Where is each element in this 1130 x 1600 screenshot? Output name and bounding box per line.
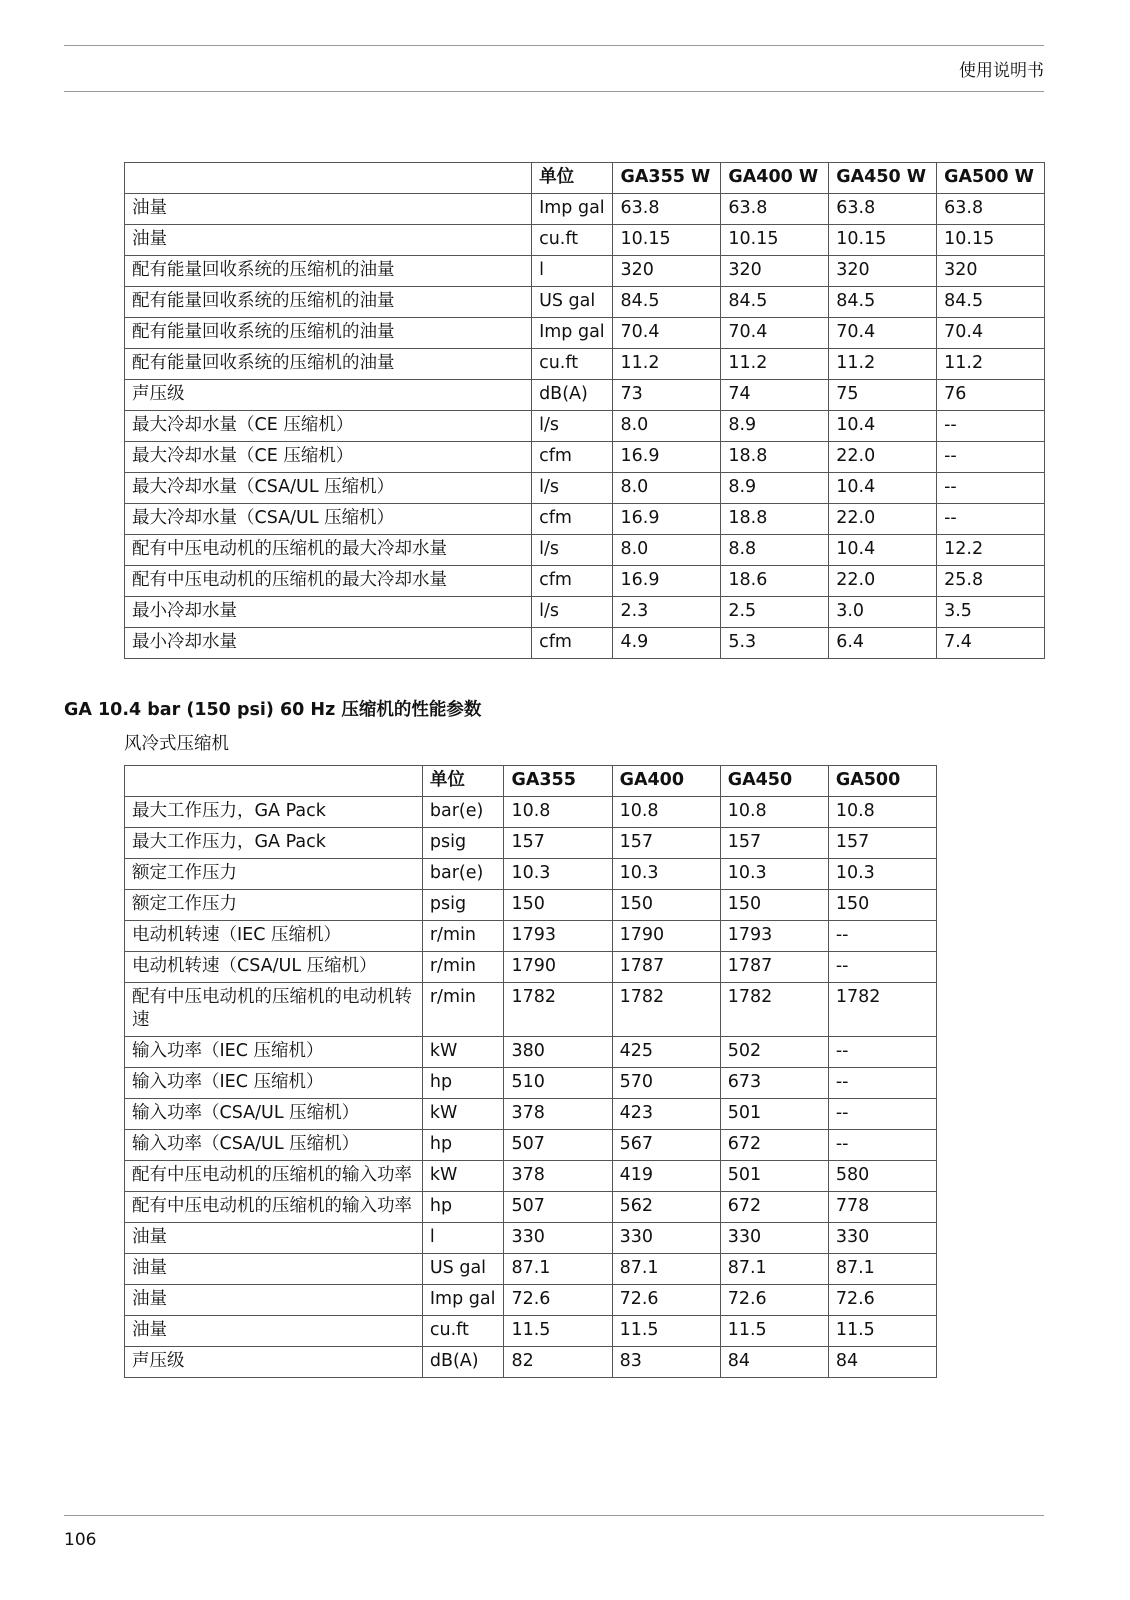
unit-cell: l/s <box>532 535 613 566</box>
unit-cell: cfm <box>532 628 613 659</box>
unit-cell: bar(e) <box>422 859 504 890</box>
row-label-cell: 声压级 <box>125 380 532 411</box>
value-cell: 76 <box>937 380 1045 411</box>
value-cell: 10.4 <box>829 473 937 504</box>
unit-cell: l/s <box>532 473 613 504</box>
row-label-cell: 电动机转速（CSA/UL 压缩机） <box>125 952 423 983</box>
value-cell: 84.5 <box>613 287 721 318</box>
unit-cell: kW <box>422 1099 504 1130</box>
value-cell: 1782 <box>720 983 828 1037</box>
table-row <box>125 1285 937 1316</box>
value-cell: 320 <box>613 256 721 287</box>
value-cell: 8.9 <box>721 473 829 504</box>
value-cell: 330 <box>828 1223 936 1254</box>
value-cell: 378 <box>504 1161 612 1192</box>
header-cell-model: GA355 <box>504 766 612 797</box>
header-cell-model: GA500 W <box>937 163 1045 194</box>
value-cell: 501 <box>720 1161 828 1192</box>
value-cell: -- <box>937 442 1045 473</box>
value-cell: 10.8 <box>720 797 828 828</box>
value-cell: 330 <box>612 1223 720 1254</box>
table-row <box>125 504 1045 535</box>
value-cell: -- <box>937 411 1045 442</box>
header-cell-model: GA450 <box>720 766 828 797</box>
row-label-cell: 配有中压电动机的压缩机的输入功率 <box>125 1192 423 1223</box>
row-label-cell: 额定工作压力 <box>125 859 423 890</box>
value-cell: 72.6 <box>720 1285 828 1316</box>
value-cell: 3.5 <box>937 597 1045 628</box>
value-cell: 423 <box>612 1099 720 1130</box>
table-row <box>125 1223 937 1254</box>
row-label-cell: 输入功率（CSA/UL 压缩机） <box>125 1130 423 1161</box>
value-cell: 18.8 <box>721 504 829 535</box>
value-cell: 11.5 <box>828 1316 936 1347</box>
value-cell: 380 <box>504 1037 612 1068</box>
value-cell: 84 <box>720 1347 828 1378</box>
table-row <box>125 797 937 828</box>
header-cell-label <box>125 766 423 797</box>
table-row <box>125 1068 937 1099</box>
value-cell: 25.8 <box>937 566 1045 597</box>
value-cell: 1790 <box>504 952 612 983</box>
table-row <box>125 828 937 859</box>
value-cell: -- <box>828 952 936 983</box>
unit-cell: l <box>422 1223 504 1254</box>
value-cell: 12.2 <box>937 535 1045 566</box>
value-cell: 18.6 <box>721 566 829 597</box>
table-row <box>125 287 1045 318</box>
header-cell-model: GA355 W <box>613 163 721 194</box>
value-cell: 507 <box>504 1130 612 1161</box>
value-cell: 11.5 <box>720 1316 828 1347</box>
value-cell: 11.2 <box>937 349 1045 380</box>
value-cell: 502 <box>720 1037 828 1068</box>
value-cell: 157 <box>612 828 720 859</box>
unit-cell: US gal <box>532 287 613 318</box>
unit-cell: cfm <box>532 442 613 473</box>
value-cell: 10.3 <box>612 859 720 890</box>
value-cell: 8.8 <box>721 535 829 566</box>
value-cell: 6.4 <box>829 628 937 659</box>
value-cell: 1782 <box>612 983 720 1037</box>
value-cell: -- <box>937 473 1045 504</box>
table-row <box>125 952 937 983</box>
value-cell: 83 <box>612 1347 720 1378</box>
unit-cell: cu.ft <box>532 349 613 380</box>
table-row <box>125 194 1045 225</box>
table-row <box>125 225 1045 256</box>
value-cell: 72.6 <box>828 1285 936 1316</box>
value-cell: 150 <box>612 890 720 921</box>
unit-cell: hp <box>422 1192 504 1223</box>
value-cell: 22.0 <box>829 442 937 473</box>
value-cell: 150 <box>720 890 828 921</box>
value-cell: 18.8 <box>721 442 829 473</box>
row-label-cell: 配有中压电动机的压缩机的最大冷却水量 <box>125 535 532 566</box>
unit-cell: r/min <box>422 921 504 952</box>
table-row <box>125 890 937 921</box>
unit-cell: kW <box>422 1037 504 1068</box>
header-cell-model: GA400 <box>612 766 720 797</box>
value-cell: 2.5 <box>721 597 829 628</box>
unit-cell: US gal <box>422 1254 504 1285</box>
value-cell: 22.0 <box>829 566 937 597</box>
value-cell: 70.4 <box>829 318 937 349</box>
value-cell: 8.9 <box>721 411 829 442</box>
value-cell: 10.3 <box>828 859 936 890</box>
value-cell: 10.3 <box>504 859 612 890</box>
table-row <box>125 349 1045 380</box>
value-cell: 330 <box>720 1223 828 1254</box>
row-label-cell: 最大冷却水量（CSA/UL 压缩机） <box>125 473 532 504</box>
value-cell: 63.8 <box>829 194 937 225</box>
footer-rule <box>64 1515 1044 1516</box>
unit-cell: cu.ft <box>532 225 613 256</box>
header-cell-model: GA500 <box>828 766 936 797</box>
value-cell: 672 <box>720 1192 828 1223</box>
table-header-row <box>125 163 1045 194</box>
row-label-cell: 配有能量回收系统的压缩机的油量 <box>125 318 532 349</box>
row-label-cell: 声压级 <box>125 1347 423 1378</box>
table-row <box>125 411 1045 442</box>
value-cell: 320 <box>937 256 1045 287</box>
value-cell: 8.0 <box>613 473 721 504</box>
value-cell: 10.15 <box>829 225 937 256</box>
value-cell: 8.0 <box>613 535 721 566</box>
table-row <box>125 473 1045 504</box>
value-cell: 320 <box>721 256 829 287</box>
unit-cell: r/min <box>422 952 504 983</box>
value-cell: 157 <box>720 828 828 859</box>
row-label-cell: 输入功率（IEC 压缩机） <box>125 1037 423 1068</box>
row-label-cell: 配有中压电动机的压缩机的电动机转速 <box>125 983 423 1037</box>
value-cell: 11.5 <box>504 1316 612 1347</box>
value-cell: 73 <box>613 380 721 411</box>
table-row <box>125 1254 937 1285</box>
value-cell: 10.4 <box>829 535 937 566</box>
value-cell: 70.4 <box>937 318 1045 349</box>
table-row <box>125 535 1045 566</box>
value-cell: 10.8 <box>828 797 936 828</box>
value-cell: 10.8 <box>504 797 612 828</box>
value-cell: 1787 <box>720 952 828 983</box>
unit-cell: cu.ft <box>422 1316 504 1347</box>
table-row <box>125 1037 937 1068</box>
unit-cell: cfm <box>532 504 613 535</box>
row-label-cell: 最大冷却水量（CSA/UL 压缩机） <box>125 504 532 535</box>
value-cell: 10.4 <box>829 411 937 442</box>
value-cell: 3.0 <box>829 597 937 628</box>
value-cell: 378 <box>504 1099 612 1130</box>
value-cell: 7.4 <box>937 628 1045 659</box>
row-label-cell: 输入功率（IEC 压缩机） <box>125 1068 423 1099</box>
value-cell: 11.5 <box>612 1316 720 1347</box>
row-label-cell: 油量 <box>125 1254 423 1285</box>
value-cell: 84 <box>828 1347 936 1378</box>
unit-cell: bar(e) <box>422 797 504 828</box>
header-top-rule <box>64 45 1044 46</box>
row-label-cell: 最大工作压力，GA Pack <box>125 828 423 859</box>
value-cell: 1793 <box>720 921 828 952</box>
table-body <box>125 194 1045 659</box>
header-cell-model: GA400 W <box>721 163 829 194</box>
value-cell: 1790 <box>612 921 720 952</box>
table-row <box>125 628 1045 659</box>
value-cell: 157 <box>828 828 936 859</box>
value-cell: 74 <box>721 380 829 411</box>
section-title: GA 10.4 bar (150 psi) 60 Hz 压缩机的性能参数 <box>64 700 482 720</box>
value-cell: 150 <box>828 890 936 921</box>
unit-cell: hp <box>422 1130 504 1161</box>
value-cell: 4.9 <box>613 628 721 659</box>
table-row <box>125 597 1045 628</box>
value-cell: 84.5 <box>937 287 1045 318</box>
row-label-cell: 最大工作压力，GA Pack <box>125 797 423 828</box>
value-cell: 75 <box>829 380 937 411</box>
value-cell: 419 <box>612 1161 720 1192</box>
unit-cell: l <box>532 256 613 287</box>
value-cell: 72.6 <box>504 1285 612 1316</box>
header-cell-model: GA450 W <box>829 163 937 194</box>
unit-cell: dB(A) <box>532 380 613 411</box>
value-cell: 87.1 <box>720 1254 828 1285</box>
value-cell: -- <box>828 1099 936 1130</box>
value-cell: 87.1 <box>828 1254 936 1285</box>
value-cell: -- <box>937 504 1045 535</box>
value-cell: 16.9 <box>613 442 721 473</box>
value-cell: 63.8 <box>613 194 721 225</box>
value-cell: 16.9 <box>613 566 721 597</box>
value-cell: 70.4 <box>613 318 721 349</box>
value-cell: 1787 <box>612 952 720 983</box>
unit-cell: r/min <box>422 983 504 1037</box>
value-cell: 1793 <box>504 921 612 952</box>
value-cell: 8.0 <box>613 411 721 442</box>
table-row <box>125 1130 937 1161</box>
unit-cell: cfm <box>532 566 613 597</box>
header-title: 使用说明书 <box>959 61 1044 81</box>
value-cell: 84.5 <box>829 287 937 318</box>
row-label-cell: 最小冷却水量 <box>125 597 532 628</box>
value-cell: 22.0 <box>829 504 937 535</box>
value-cell: 507 <box>504 1192 612 1223</box>
value-cell: -- <box>828 921 936 952</box>
value-cell: 672 <box>720 1130 828 1161</box>
unit-cell: l/s <box>532 597 613 628</box>
row-label-cell: 电动机转速（IEC 压缩机） <box>125 921 423 952</box>
unit-cell: Imp gal <box>422 1285 504 1316</box>
value-cell: 501 <box>720 1099 828 1130</box>
unit-cell: Imp gal <box>532 318 613 349</box>
row-label-cell: 油量 <box>125 1285 423 1316</box>
row-label-cell: 配有能量回收系统的压缩机的油量 <box>125 349 532 380</box>
value-cell: 510 <box>504 1068 612 1099</box>
value-cell: 330 <box>504 1223 612 1254</box>
row-label-cell: 油量 <box>125 1316 423 1347</box>
spec-table-water-cooled <box>124 162 1045 659</box>
value-cell: -- <box>828 1130 936 1161</box>
unit-cell: hp <box>422 1068 504 1099</box>
value-cell: 562 <box>612 1192 720 1223</box>
header-cell-label <box>125 163 532 194</box>
table-row <box>125 1161 937 1192</box>
header-bottom-rule <box>64 91 1044 92</box>
row-label-cell: 油量 <box>125 194 532 225</box>
value-cell: 87.1 <box>504 1254 612 1285</box>
unit-cell: psig <box>422 828 504 859</box>
value-cell: 63.8 <box>721 194 829 225</box>
unit-cell: dB(A) <box>422 1347 504 1378</box>
value-cell: 778 <box>828 1192 936 1223</box>
value-cell: 425 <box>612 1037 720 1068</box>
table-row <box>125 1316 937 1347</box>
value-cell: 1782 <box>828 983 936 1037</box>
row-label-cell: 配有能量回收系统的压缩机的油量 <box>125 287 532 318</box>
value-cell: 10.15 <box>613 225 721 256</box>
row-label-cell: 额定工作压力 <box>125 890 423 921</box>
page-number: 106 <box>64 1530 97 1550</box>
row-label-cell: 最小冷却水量 <box>125 628 532 659</box>
value-cell: -- <box>828 1068 936 1099</box>
unit-cell: kW <box>422 1161 504 1192</box>
value-cell: 10.8 <box>612 797 720 828</box>
header-cell-unit: 单位 <box>532 163 613 194</box>
table-row <box>125 380 1045 411</box>
row-label-cell: 配有中压电动机的压缩机的输入功率 <box>125 1161 423 1192</box>
value-cell: -- <box>828 1037 936 1068</box>
row-label-cell: 油量 <box>125 225 532 256</box>
row-label-cell: 最大冷却水量（CE 压缩机） <box>125 442 532 473</box>
value-cell: 157 <box>504 828 612 859</box>
value-cell: 10.15 <box>937 225 1045 256</box>
row-label-cell: 油量 <box>125 1223 423 1254</box>
table-row <box>125 1192 937 1223</box>
value-cell: 1782 <box>504 983 612 1037</box>
table-body <box>125 797 937 1378</box>
value-cell: 72.6 <box>612 1285 720 1316</box>
table-header-row <box>125 766 937 797</box>
row-label-cell: 最大冷却水量（CE 压缩机） <box>125 411 532 442</box>
value-cell: 150 <box>504 890 612 921</box>
table-row <box>125 859 937 890</box>
value-cell: 5.3 <box>721 628 829 659</box>
value-cell: 10.3 <box>720 859 828 890</box>
row-label-cell: 输入功率（CSA/UL 压缩机） <box>125 1099 423 1130</box>
row-label-cell: 配有能量回收系统的压缩机的油量 <box>125 256 532 287</box>
table-row <box>125 921 937 952</box>
header-cell-unit: 单位 <box>422 766 504 797</box>
value-cell: 11.2 <box>829 349 937 380</box>
section-subtitle: 风冷式压缩机 <box>124 734 229 754</box>
unit-cell: psig <box>422 890 504 921</box>
table-row <box>125 1347 937 1378</box>
table-row <box>125 983 937 1037</box>
value-cell: 580 <box>828 1161 936 1192</box>
value-cell: 10.15 <box>721 225 829 256</box>
value-cell: 2.3 <box>613 597 721 628</box>
value-cell: 16.9 <box>613 504 721 535</box>
value-cell: 70.4 <box>721 318 829 349</box>
value-cell: 63.8 <box>937 194 1045 225</box>
value-cell: 82 <box>504 1347 612 1378</box>
row-label-cell: 配有中压电动机的压缩机的最大冷却水量 <box>125 566 532 597</box>
table-row <box>125 442 1045 473</box>
value-cell: 11.2 <box>721 349 829 380</box>
unit-cell: l/s <box>532 411 613 442</box>
table-row <box>125 566 1045 597</box>
value-cell: 84.5 <box>721 287 829 318</box>
value-cell: 87.1 <box>612 1254 720 1285</box>
value-cell: 320 <box>829 256 937 287</box>
value-cell: 11.2 <box>613 349 721 380</box>
value-cell: 570 <box>612 1068 720 1099</box>
spec-table-air-cooled <box>124 765 937 1378</box>
value-cell: 673 <box>720 1068 828 1099</box>
table-row <box>125 256 1045 287</box>
value-cell: 567 <box>612 1130 720 1161</box>
table-row <box>125 318 1045 349</box>
table-row <box>125 1099 937 1130</box>
unit-cell: Imp gal <box>532 194 613 225</box>
